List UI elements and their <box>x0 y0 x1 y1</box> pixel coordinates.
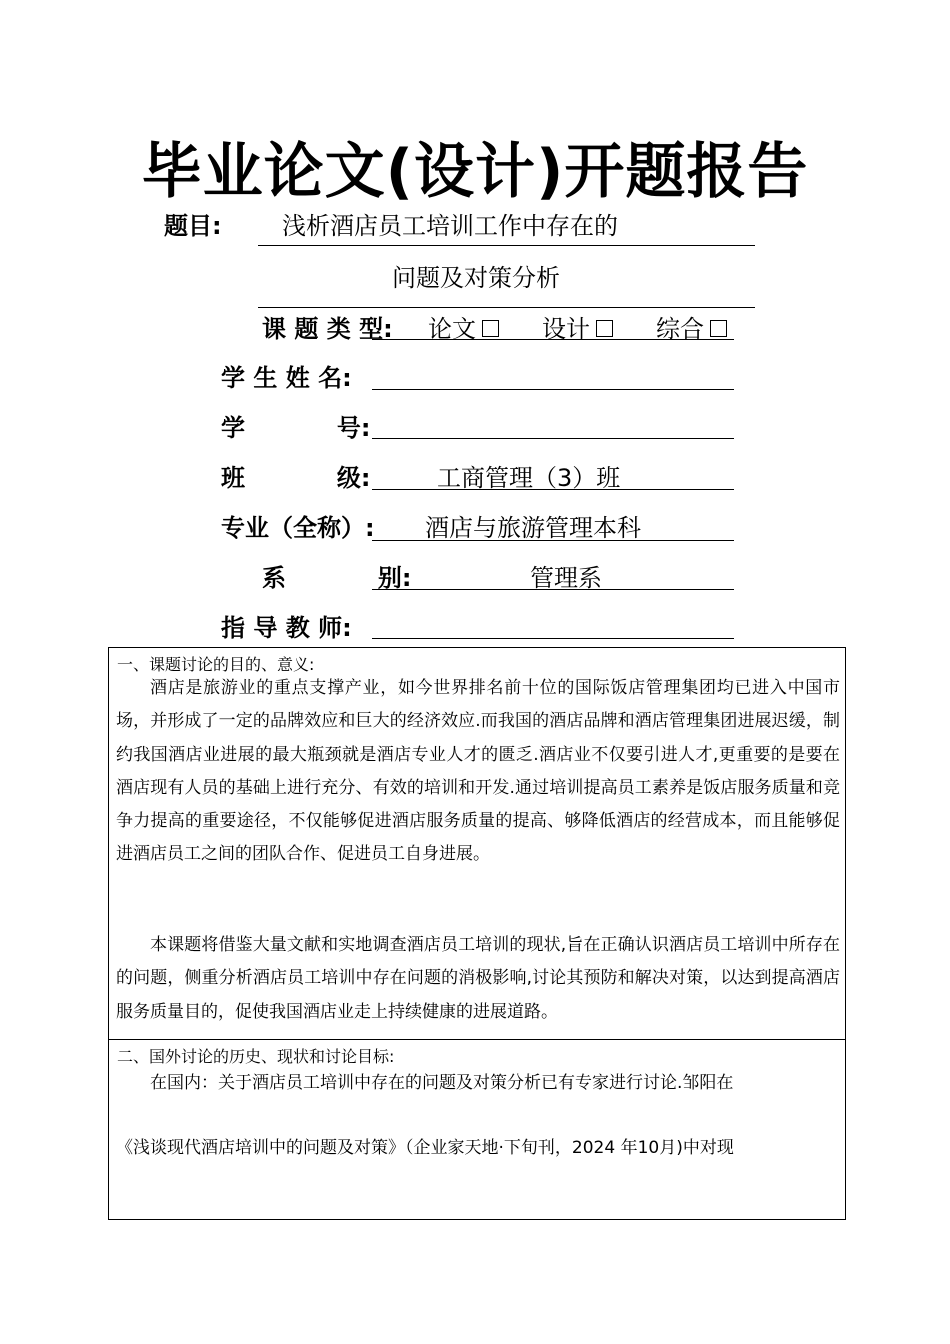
student-id-underline <box>372 438 734 439</box>
checkbox-icon[interactable] <box>596 320 613 337</box>
section-research-paragraph-2: 《浅谈现代酒店培训中的问题及对策》（企业家天地·下旬刊，2024 年10月)中对现 <box>116 1138 734 1158</box>
type-option-thesis-label: 论文 <box>428 315 476 343</box>
section-purpose-paragraph-1: 酒店是旅游业的重点支撑产业，如今世界排名前十位的国际饭店管理集团均已进入中国市场，并形成了一定的品牌效应和巨大的经济效应.而我国的酒店品牌和酒店管理集团进展迟缓，制约我国酒店业进展的最大瓶颈就是酒店专业人才的匮乏.酒店业不仅要引进人才,更重要的是要在酒店现有人员的基础上进行充分、有效的培训和开发.通过培训提高员工素养是饭店服务质量和竞争力提高的重要途径，不仅能够促进酒店服务质量的提高、够降低酒店的经营成本，而且能够促进酒店员工之间的团队合作、促进员工自身进展。 <box>116 678 840 865</box>
topic-label: 题目: <box>164 212 222 240</box>
department-underline <box>372 589 734 590</box>
student-name-underline <box>372 389 734 390</box>
topic-underline-1 <box>258 245 755 246</box>
class-label: 班 级: <box>221 464 371 492</box>
section-research-status <box>108 1039 846 1220</box>
checkbox-icon[interactable] <box>710 320 727 337</box>
section-purpose-paragraph-2: 本课题将借鉴大量文献和实地调查酒店员工培训的现状,旨在正确认识酒店员工培训中所存在的问题，侧重分析酒店员工培训中存在问题的消极影响,讨论其预防和解决对策，以达到提高酒店服务质量目的，促使我国酒店业走上持续健康的进展道路。 <box>116 935 840 1022</box>
section-research-heading: 二、国外讨论的历史、现状和讨论目标: <box>117 1047 395 1066</box>
document-title: 毕业论文(设计)开题报告 <box>141 137 809 207</box>
type-option-design-label: 设计 <box>542 315 590 343</box>
section-purpose-heading: 一、课题讨论的目的、意义: <box>117 655 315 674</box>
advisor-underline <box>372 638 734 639</box>
type-underline <box>372 339 734 340</box>
section-research-paragraph-1: 在国内：关于酒店员工培训中存在的问题及对策分析已有专家进行讨论.邹阳在 <box>150 1073 734 1093</box>
topic-underline-2 <box>258 307 755 308</box>
student-id-label: 学 号: <box>221 414 371 442</box>
major-label: 专业（全称）: <box>221 514 375 542</box>
topic-line-2: 问题及对策分析 <box>392 264 560 292</box>
checkbox-icon[interactable] <box>482 320 499 337</box>
advisor-label: 指 导 教 师: <box>221 614 352 642</box>
major-value: 酒店与旅游管理本科 <box>425 514 641 542</box>
department-value: 管理系 <box>530 564 602 592</box>
student-name-label: 学 生 姓 名: <box>221 364 352 392</box>
topic-line-1: 浅析酒店员工培训工作中存在的 <box>282 212 618 240</box>
type-label: 课 题 类 型: <box>262 315 393 343</box>
section-purpose <box>108 647 846 1040</box>
class-value: 工商管理（3）班 <box>437 464 621 492</box>
major-underline <box>372 540 734 541</box>
type-option-combined-label: 综合 <box>656 315 704 343</box>
class-underline <box>372 489 734 490</box>
department-label: 系 别: <box>262 564 412 592</box>
